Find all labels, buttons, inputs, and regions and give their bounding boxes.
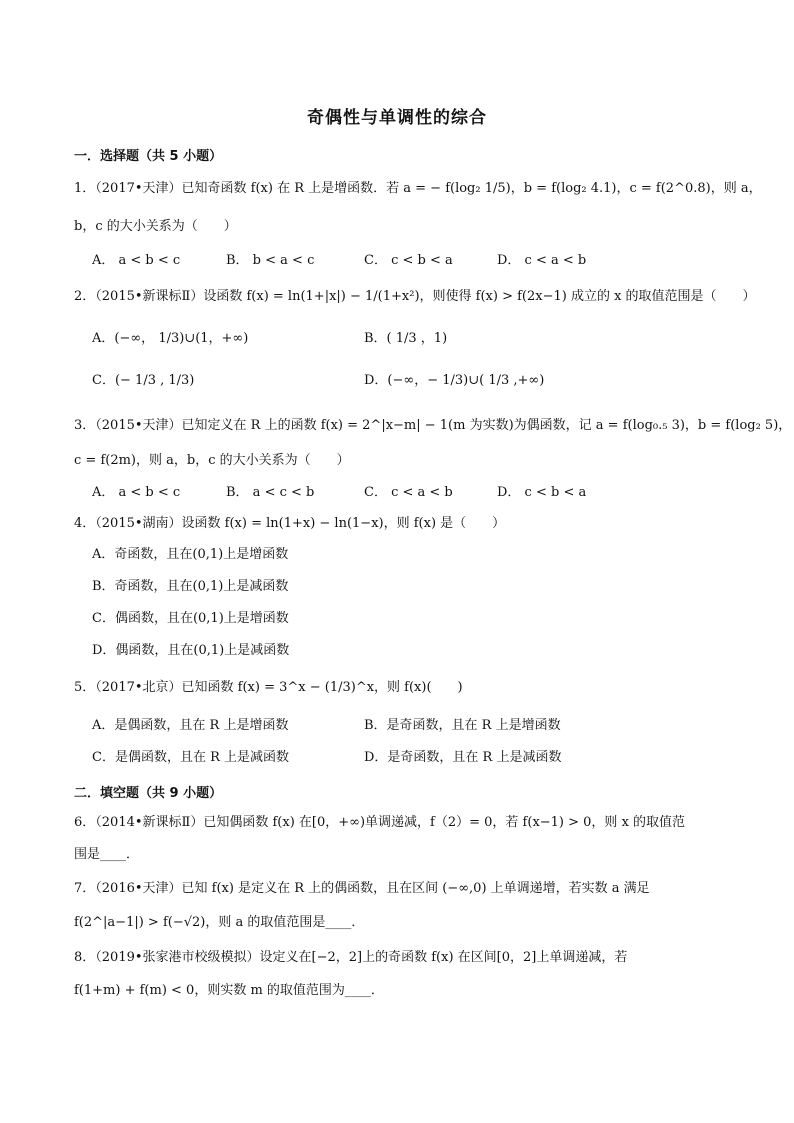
question-3-line-1: 3．（2015•天津）已知定义在 R 上的函数 f(x) = 2^|x−m| − 1(m 为实数)为偶函数，记 a = f(log₀.₅ 3)，b = f(log₂ 5)， (74, 418, 792, 433)
page-title: 奇偶性与单调性的综合 (307, 108, 487, 128)
question-3-option-c: C． c < a < b (364, 485, 453, 500)
question-7-line-2: f(2^|a−1|) > f(−√2)，则 a 的取值范围是____． (74, 915, 365, 930)
section-heading-fill-in: 二．填空题（共 9 小题） (74, 786, 223, 801)
question-3-option-b: B． a < c < b (226, 485, 315, 500)
question-5-line-1: 5．（2017•北京）已知函数 f(x) = 3^x − (1/3)^x，则 f(x)( ) (74, 680, 463, 695)
section-heading-choice: 一．选择题（共 5 小题） (74, 149, 223, 164)
question-1-option-a: A． a < b < c (92, 253, 181, 268)
question-4-option-c: C．偶函数，且在(0,1)上是增函数 (92, 611, 289, 626)
question-4-option-d: D．偶函数，且在(0,1)上是减函数 (92, 643, 290, 658)
question-5-option-b: B．是奇函数，且在 R 上是增函数 (364, 718, 561, 733)
question-4-option-b: B．奇函数，且在(0,1)上是减函数 (92, 579, 289, 594)
question-3-line-2: c = f(2m)，则 a，b，c 的大小关系为（ ） (74, 453, 350, 468)
question-1-option-d: D． c < a < b (497, 253, 587, 268)
question-3-option-d: D． c < b < a (497, 485, 587, 500)
question-6-line-1: 6．（2014•新课标Ⅱ）已知偶函数 f(x) 在[0，+∞)单调递减，f（2）= 0，若 f(x−1) > 0，则 x 的取值范 (74, 815, 686, 830)
question-5-option-d: D．是奇函数，且在 R 上是减函数 (364, 750, 562, 765)
question-2-option-d: D．(−∞，− 1/3)∪( 1/3 ,+∞) (364, 373, 545, 388)
question-2-option-b: B．( 1/3 ，1) (364, 331, 448, 346)
question-8-line-1: 8．（2019•张家港市校级模拟）设定义在[−2，2]上的奇函数 f(x) 在区间[0，2]上单调递减，若 (74, 950, 628, 965)
question-3-option-a: A． a < b < c (92, 485, 181, 500)
question-4-option-a: A．奇函数，且在(0,1)上是增函数 (92, 547, 289, 562)
question-4-line-1: 4．（2015•湖南）设函数 f(x) = ln(1+x) − ln(1−x)，则 f(x) 是（ ） (74, 516, 506, 531)
question-5-option-c: C．是偶函数，且在 R 上是减函数 (92, 750, 289, 765)
question-2-line-1: 2．（2015•新课标Ⅱ）设函数 f(x) = ln(1+|x|) − 1/(1+x²)，则使得 f(x) > f(2x−1) 成立的 x 的取值范围是（ ） (74, 289, 756, 304)
question-7-line-1: 7．（2016•天津）已知 f(x) 是定义在 R 上的偶函数，且在区间 (−∞,0) 上单调递增，若实数 a 满足 (74, 881, 650, 896)
question-8-line-2: f(1+m) + f(m) < 0，则实数 m 的取值范围为____． (74, 983, 384, 998)
question-1-option-b: B． b < a < c (226, 253, 315, 268)
question-1-option-c: C． c < b < a (364, 253, 453, 268)
question-2-option-a: A．(−∞， 1/3)∪(1，+∞) (92, 331, 249, 346)
question-5-option-a: A．是偶函数，且在 R 上是增函数 (92, 718, 289, 733)
question-6-line-2: 围是____． (74, 847, 140, 862)
question-2-option-c: C．(− 1/3 , 1/3) (92, 373, 195, 388)
question-1-line-2: b，c 的大小关系为（ ） (74, 219, 237, 234)
question-1-line-1: 1．（2017•天津）已知奇函数 f(x) 在 R 上是增函数．若 a = − f(log₂ 1/5)，b = f(log₂ 4.1)，c = f(2^0.8)，则 a， (74, 181, 762, 196)
